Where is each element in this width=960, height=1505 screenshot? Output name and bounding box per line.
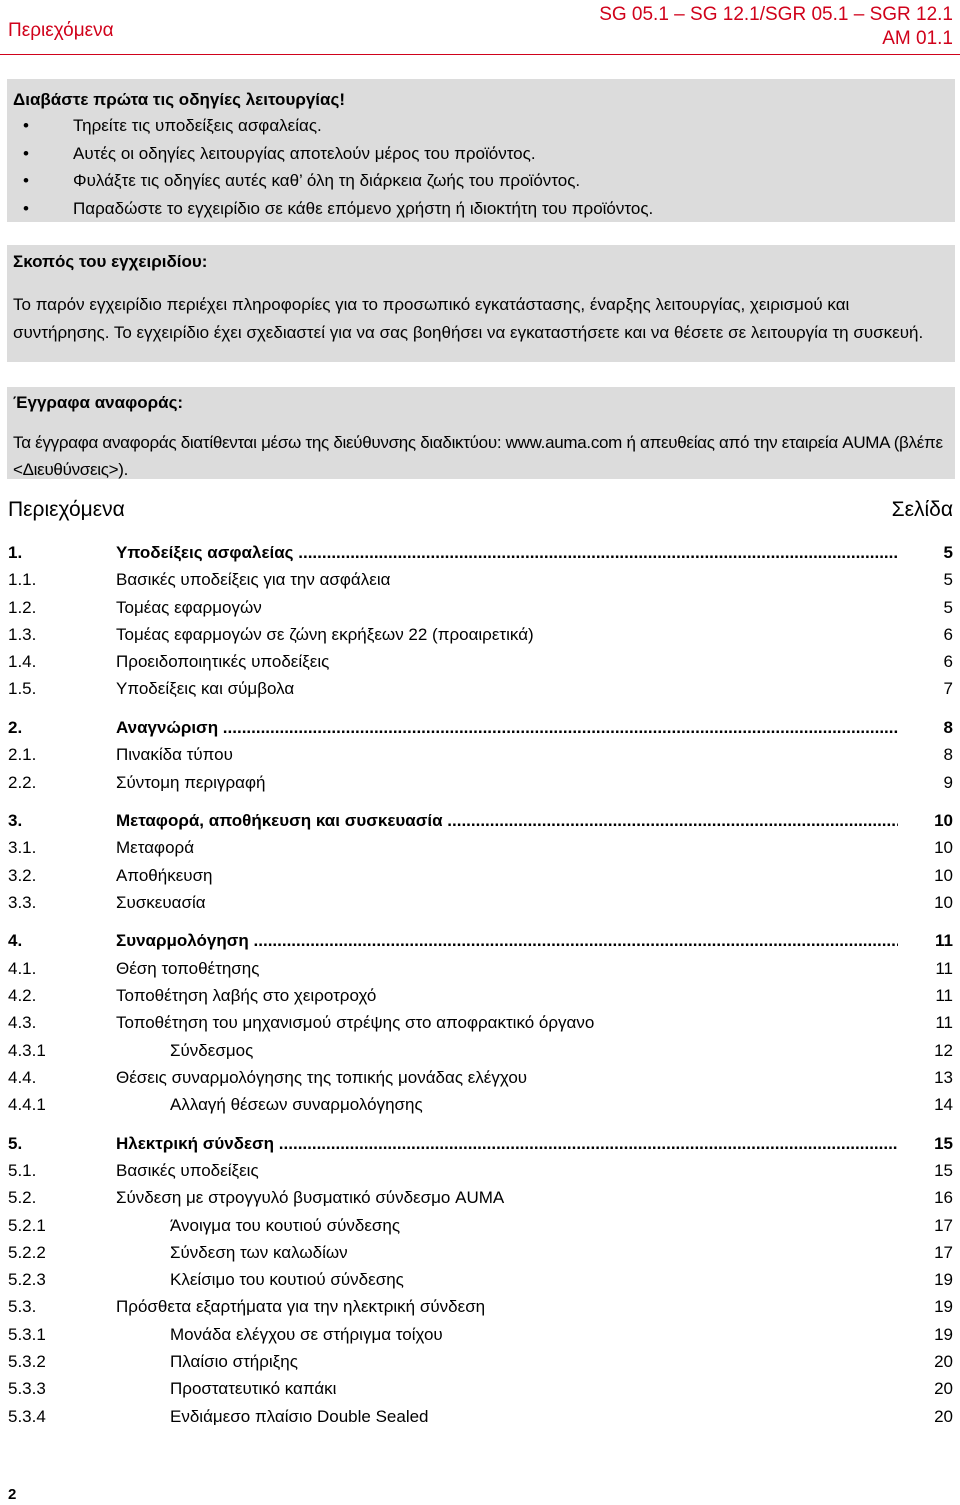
toc-entry[interactable] [8, 675, 953, 702]
toc-entry-title: Σύνδεση με στρογγυλό βυσματικό σύνδεσμο AUMA [116, 1188, 505, 1208]
toc-entry[interactable] [8, 955, 953, 982]
notice-bullet: • Παραδώστε το εγχειρίδιο σε κάθε επόμενο χρήστη ή ιδιοκτήτη του προϊόντος. [13, 195, 949, 223]
toc-entry-title: Συσκευασία [116, 892, 206, 912]
toc-spacer [8, 703, 953, 714]
references-text: Τα έγγραφα αναφοράς διατίθενται μέσω της διεύθυνσης διαδικτύου: www.auma.com ή απευθείας από την εταιρεία AUMA (βλέπε <Διευθύνσεις>). [13, 433, 943, 479]
toc-entry-number: 5.2. [8, 1188, 37, 1208]
toc-entry[interactable] [8, 1037, 953, 1064]
toc-heading: Περιεχόμενα [8, 498, 125, 521]
toc-entry-page: 6 [943, 652, 953, 672]
toc-entry[interactable] [8, 1375, 953, 1402]
toc-entry-number: 3.3. [8, 892, 37, 912]
toc-entry-page: 13 [934, 1067, 953, 1087]
toc-entry-title: Θέσεις συναρμολόγησης της τοπικής μονάδας ελέγχου [116, 1067, 528, 1087]
toc-entry[interactable] [8, 1184, 953, 1211]
header-model-line-1: SG 05.1 – SG 12.1/SGR 05.1 – SGR 12.1 [599, 4, 953, 25]
toc-entry-title: Προστατευτικό καπάκι [170, 1379, 337, 1399]
toc-entry-title: Συναρμολόγηση ..... [116, 927, 898, 954]
toc-entry-title: Πινακίδα τύπου [116, 745, 233, 765]
toc-entry-number: 2.2. [8, 772, 37, 792]
toc-entry-page: 17 [934, 1242, 953, 1262]
notice-box [7, 79, 955, 222]
toc-entry-number: 1. [8, 543, 23, 562]
toc-entry[interactable] [8, 594, 953, 621]
toc-entry-page: 20 [934, 1406, 953, 1426]
toc-entry-page: 10 [934, 865, 953, 885]
toc-entry[interactable] [8, 769, 953, 796]
toc-entry-number: 3.1. [8, 838, 37, 858]
toc-entry-title: Ενδιάμεσο πλαίσιο Double Sealed [170, 1406, 429, 1426]
toc-entry-number: 5.3.3 [8, 1379, 46, 1399]
toc-entry-number: 4.4. [8, 1067, 37, 1087]
references-box [7, 387, 955, 479]
toc-entry-page: 8 [943, 745, 953, 765]
toc-entry-title: Βασικές υποδείξεις για την ασφάλεια [116, 570, 391, 590]
toc-entry-title: Κλείσιμο του κουτιού σύνδεσης [170, 1270, 404, 1290]
toc-entry-page: 5 [943, 597, 953, 617]
toc-entry-page: 10 [934, 811, 953, 831]
toc-entry-number: 1.1. [8, 570, 37, 590]
toc-entry-title: Μεταφορά, αποθήκευση και συσκευασία ..... [116, 807, 898, 834]
toc-entry-number: 4.2. [8, 986, 37, 1006]
purpose-title: Σκοπός του εγχειριδίου: [13, 252, 208, 271]
toc-entry-number: 5.3.4 [8, 1406, 46, 1426]
toc-entry-page: 19 [934, 1270, 953, 1290]
toc-entry-number: 5.1. [8, 1160, 37, 1180]
toc-entry-title: Σύντομη περιγραφή [116, 772, 266, 792]
toc-entry-page: 11 [935, 931, 953, 951]
toc-entry-page: 20 [934, 1352, 953, 1372]
toc-chapter-entry[interactable] [8, 927, 953, 954]
toc-entry-title: Πλαίσιο στήριξης [170, 1352, 298, 1372]
toc-chapter-entry[interactable] [8, 539, 953, 566]
toc-spacer [8, 916, 953, 927]
toc-entry[interactable] [8, 1091, 953, 1118]
table-of-contents [8, 539, 953, 1430]
toc-entry[interactable] [8, 1212, 953, 1239]
toc-entry-title: Τομέας εφαρμογών [116, 597, 262, 617]
toc-entry-page: 10 [934, 892, 953, 912]
header-model-line-2: AM 01.1 [882, 28, 953, 49]
header-model-designation [599, 3, 953, 51]
header-section-title: Περιεχόμενα [8, 20, 114, 41]
toc-entry-number: 4. [8, 931, 23, 951]
toc-entry-page: 16 [934, 1188, 953, 1208]
toc-entry-number: 5.3.2 [8, 1352, 46, 1372]
toc-entry-number: 4.4.1 [8, 1095, 46, 1115]
toc-entry-title: Προειδοποιητικές υποδείξεις [116, 652, 330, 672]
toc-entry-page: 8 [943, 717, 953, 737]
purpose-text: Το παρόν εγχειρίδιο περιέχει πληροφορίες για το προσωπικό εγκατάστασης, έναρξης λειτουργίας, χειρισμού και συντήρησης. Το εγχειρίδιο έχει σχεδιαστεί για να σας βοηθήσει να εγκαταστήσετε και να θέσετε σε λειτουργία τη συσκευή. [13, 295, 924, 342]
toc-spacer [8, 796, 953, 807]
toc-entry[interactable] [8, 862, 953, 889]
toc-spacer [8, 1119, 953, 1130]
toc-entry-page: 19 [934, 1297, 953, 1317]
toc-entry-number: 1.5. [8, 679, 37, 699]
toc-entry-page: 14 [934, 1095, 953, 1115]
toc-entry-number: 5. [8, 1133, 23, 1153]
toc-entry[interactable] [8, 982, 953, 1009]
toc-entry-title: Αναγνώριση ..... [116, 714, 898, 741]
toc-entry[interactable] [8, 1157, 953, 1184]
toc-entry-title: Αλλαγή θέσεων συναρμολόγησης [170, 1095, 423, 1115]
toc-entry-title: Μονάδα ελέγχου σε στήριγμα τοίχου [170, 1324, 443, 1344]
toc-entry[interactable] [8, 566, 953, 593]
toc-entry[interactable] [8, 1403, 953, 1430]
toc-entry-number: 4.3. [8, 1013, 37, 1033]
toc-entry-number: 3.2. [8, 865, 37, 885]
toc-header [8, 498, 953, 526]
toc-entry[interactable] [8, 889, 953, 916]
toc-entry-number: 5.3. [8, 1297, 37, 1317]
toc-entry-page: 7 [943, 679, 953, 699]
toc-entry-page: 11 [935, 1013, 953, 1033]
toc-entry[interactable] [8, 834, 953, 861]
toc-entry-title: Άνοιγμα του κουτιού σύνδεσης [170, 1215, 401, 1235]
toc-entry-title: Αποθήκευση [116, 865, 213, 885]
notice-title: Διαβάστε πρώτα τις οδηγίες λειτουργίας! [13, 90, 345, 109]
toc-entry-number: 5.2.2 [8, 1242, 46, 1262]
toc-chapter-entry[interactable] [8, 807, 953, 834]
toc-entry[interactable] [8, 741, 953, 768]
toc-entry-page: 11 [935, 986, 953, 1006]
toc-entry-title: Πρόσθετα εξαρτήματα για την ηλεκτρική σύνδεση [116, 1297, 486, 1317]
toc-entry[interactable] [8, 1239, 953, 1266]
toc-entry-title: Υποδείξεις και σύμβολα [116, 679, 295, 699]
toc-entry-number: 1.4. [8, 652, 37, 672]
page-number: 2 [8, 1486, 17, 1503]
toc-entry-number: 2.1. [8, 745, 37, 765]
toc-entry-title: Σύνδεσμος [170, 1040, 254, 1060]
toc-entry-title: Τοποθέτηση του μηχανισμού στρέψης στο αποφρακτικό όργανο [116, 1013, 595, 1033]
toc-entry[interactable] [8, 1348, 953, 1375]
toc-entry-page: 19 [934, 1324, 953, 1344]
toc-entry[interactable] [8, 621, 953, 648]
toc-entry-page: 5 [943, 570, 953, 590]
toc-entry-page: 5 [943, 543, 953, 562]
notice-bullet: • Φυλάξτε τις οδηγίες αυτές καθ’ όλη τη διάρκεια ζωής του προϊόντος. [13, 167, 949, 195]
toc-entry-page: 15 [934, 1133, 953, 1153]
purpose-box [7, 245, 955, 362]
notice-bullet: • Τηρείτε τις υποδείξεις ασφαλείας. [13, 112, 949, 140]
toc-entry-title: Υποδείξεις ασφαλείας ..... [116, 539, 898, 566]
toc-entry-number: 1.2. [8, 597, 37, 617]
toc-entry-number: 5.3.1 [8, 1324, 46, 1344]
toc-entry-title: Βασικές υποδείξεις [116, 1160, 259, 1180]
toc-entry-page: 11 [935, 958, 953, 978]
toc-entry-title: Ηλεκτρική σύνδεση ..... [116, 1130, 898, 1157]
toc-entry-page: 12 [934, 1040, 953, 1060]
toc-entry-page: 17 [934, 1215, 953, 1235]
toc-chapter-entry[interactable] [8, 1130, 953, 1157]
toc-entry-title: Μεταφορά [116, 838, 195, 858]
toc-entry[interactable] [8, 1293, 953, 1320]
header-divider [0, 54, 960, 55]
toc-entry-title: Θέση τοποθέτησης [116, 958, 260, 978]
toc-entry-title: Σύνδεση των καλωδίων [170, 1242, 348, 1262]
toc-entry-number: 2. [8, 717, 23, 737]
toc-entry[interactable] [8, 1321, 953, 1348]
toc-entry-number: 4.1. [8, 958, 37, 978]
toc-entry-number: 1.3. [8, 624, 37, 644]
toc-entry-page: 6 [943, 624, 953, 644]
toc-entry-number: 5.2.1 [8, 1215, 46, 1235]
toc-entry[interactable] [8, 1009, 953, 1036]
toc-page-heading: Σελίδα [891, 498, 953, 521]
toc-entry-number: 4.3.1 [8, 1040, 46, 1060]
toc-entry-number: 3. [8, 811, 23, 831]
toc-entry-number: 5.2.3 [8, 1270, 46, 1290]
toc-entry-page: 20 [934, 1379, 953, 1399]
toc-entry-title: Τοποθέτηση λαβής στο χειροτροχό [116, 986, 377, 1006]
toc-entry[interactable] [8, 648, 953, 675]
toc-chapter-entry[interactable] [8, 714, 953, 741]
toc-entry-page: 15 [934, 1160, 953, 1180]
toc-entry[interactable] [8, 1266, 953, 1293]
notice-bullet: • Αυτές οι οδηγίες λειτουργίας αποτελούν μέρος του προϊόντος. [13, 140, 949, 168]
references-title: Έγγραφα αναφοράς: [13, 393, 184, 412]
toc-entry[interactable] [8, 1064, 953, 1091]
toc-entry-page: 10 [934, 838, 953, 858]
toc-entry-page: 9 [943, 772, 953, 792]
toc-entry-title: Τομέας εφαρμογών σε ζώνη εκρήξεων 22 (προαιρετικά) [116, 624, 534, 644]
